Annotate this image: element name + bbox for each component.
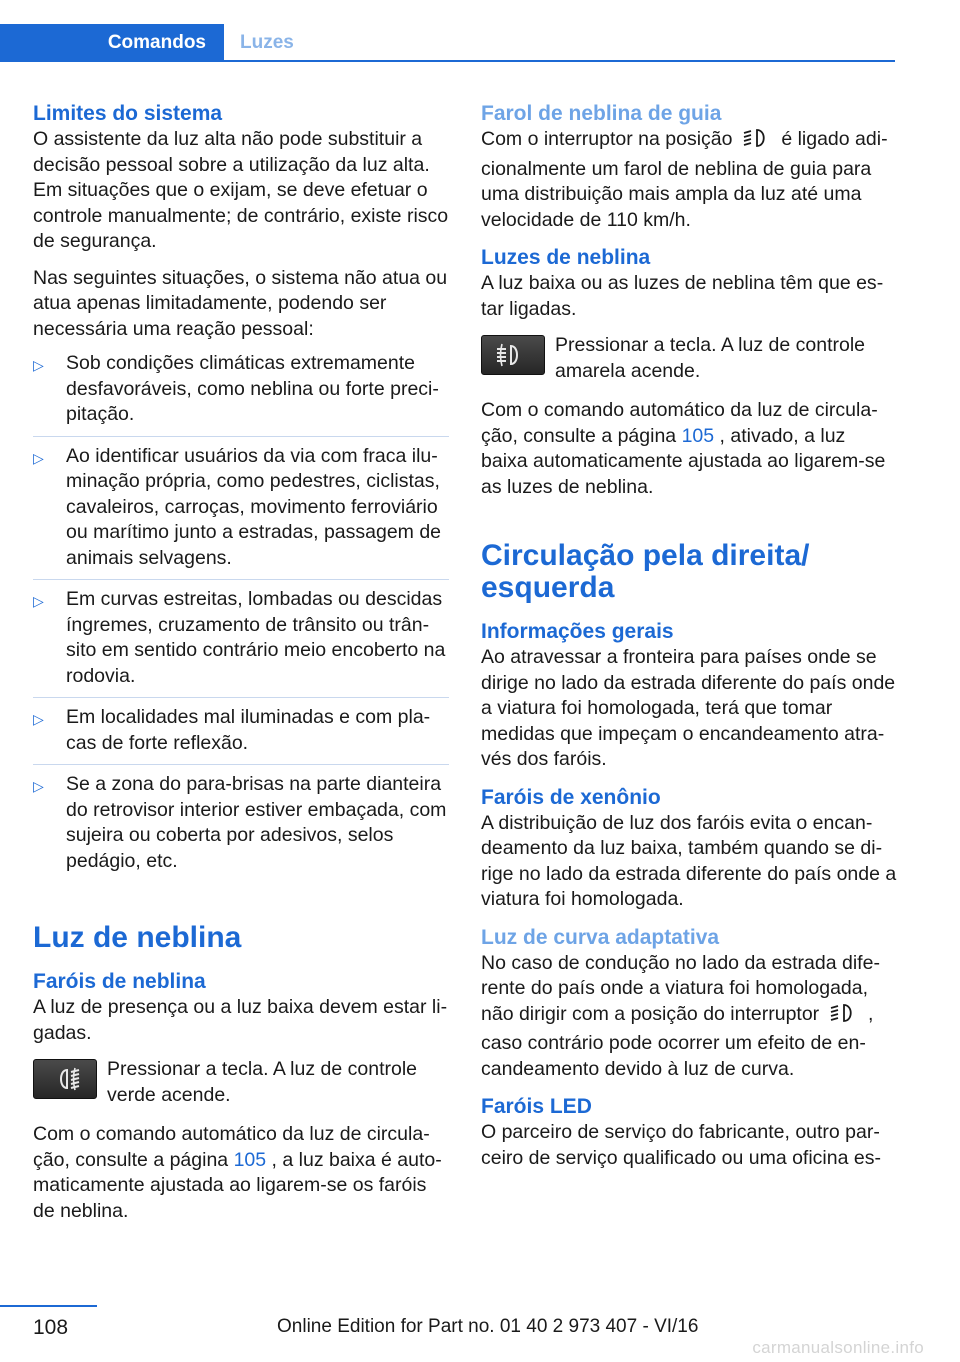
heading-farol-de-neblina-de-guia: Farol de neblina de guia <box>481 102 722 125</box>
left-column <box>33 100 449 1235</box>
footer-rule <box>0 1305 97 1307</box>
page-link-105[interactable]: 105 <box>233 1148 267 1171</box>
header-tab-luzes[interactable] <box>240 24 294 62</box>
bullet-list <box>33 344 449 882</box>
heading-luz-de-curva-adaptativa: Luz de curva adaptativa <box>481 925 720 949</box>
paragraph: A luz de presença ou a luz baixa devem estar ligadas. <box>33 996 448 1044</box>
paragraph: Nas seguintes situações, o sistema não atua ou atua apenas limitadamente, podendo ser necessária uma reação pessoal: <box>33 266 448 340</box>
list-item: ▷ Sob condições climáticas extremamente desfavoráveis, como neblina ou forte precipitação. <box>33 344 449 437</box>
paragraph: O assistente da luz alta não pode substituir a decisão pessoal sobre a utilização da luz alta. Em situações que o exijam, se deve efetuar o controle manualmente; de contrário, existe risco de segurança. <box>33 128 449 252</box>
list-item: ▷ Se a zona do para-brisas na parte dianteira do retrovisor interior estiver embaçada, com sujeira ou coberta por adesivos, selos pedágio, etc. <box>33 773 447 872</box>
page-link-105[interactable]: 105 <box>681 424 715 447</box>
rear-fog-light-key-icon <box>481 335 545 375</box>
paragraph: O parceiro de serviço do fabricante, outro parceiro de serviço qualificado ou uma oficina es- <box>481 1121 881 1169</box>
heading-limites: Limites do sistema <box>33 102 223 125</box>
header-tab-comandos[interactable] <box>0 24 224 62</box>
section-title-circulacao: Circulação pela direita/ esquerda <box>481 539 810 604</box>
bullet-triangle-icon: ▷ <box>33 711 44 727</box>
page-number: 108 <box>33 1316 69 1339</box>
key-instruction-rear-fog <box>481 333 897 384</box>
bullet-triangle-icon: ▷ <box>33 357 44 373</box>
paragraph: A distribuição de luz dos faróis evita o encandeamento da luz baixa, também quando se dirige no lado da estrada diferente do país onde a viatura foi homologada. <box>481 811 897 910</box>
header-rule <box>0 60 895 62</box>
heading-luzes-de-neblina: Luzes de neblina <box>481 246 651 269</box>
front-fog-light-key-icon <box>33 1059 97 1099</box>
tab-comandos-label: Comandos <box>107 32 206 53</box>
edition-note: Online Edition for Part no. 01 40 2 973 407 - VI/16 <box>277 1316 699 1337</box>
paragraph: No caso de condução no lado da estrada diferente do país onde a viatura foi homologada, não dirigir com a posição do interruptor , caso contrário pode ocorrer um efeito de encandeamento devido à luz de curva. <box>481 951 880 1080</box>
key-instruction-text: Pressionar a tecla. A luz de controle amarela acende. <box>555 334 866 382</box>
paragraph: Com o comando automático da luz de circulação, consulte a página 105 , a luz baixa é automaticamente ajustada ao ligarem-se os faróis de neblina. <box>33 1123 442 1222</box>
right-column <box>481 100 897 1182</box>
paragraph: Com o interruptor na posição é ligado adicionalmente um farol de neblina de guia para uma distribuição mais ampla da luz até uma velocidade de 110 km/h. <box>481 128 888 231</box>
headlight-auto-switch-icon <box>742 127 772 157</box>
list-item: ▷ Em curvas estreitas, lombadas ou descidas íngremes, cruzamento de trânsito ou trânsito em sentido contrário meio encoberto na rodovia. <box>33 580 449 698</box>
paragraph: A luz baixa ou as luzes de neblina têm que estar ligadas. <box>481 272 884 320</box>
headlight-auto-switch-icon <box>829 1002 859 1032</box>
heading-farois-led: Faróis LED <box>481 1095 592 1118</box>
section-title-luz-de-neblina: Luz de neblina <box>33 921 242 954</box>
key-instruction-text: Pressionar a tecla. A luz de controle verde acende. <box>107 1058 418 1106</box>
heading-informacoes-gerais: Informações gerais <box>481 620 674 643</box>
key-instruction-front-fog <box>33 1057 449 1108</box>
paragraph: Ao atravessar a fronteira para países onde se dirige no lado da estrada diferente do país onde a viatura foi homologada, terá que tomar medidas que impeçam o encandeamento através dos faróis. <box>481 646 896 770</box>
bullet-triangle-icon: ▷ <box>33 449 44 466</box>
heading-farois-de-neblina: Faróis de neblina <box>33 970 206 993</box>
bullet-triangle-icon: ▷ <box>33 778 44 794</box>
list-item: ▷ Ao identificar usuários da via com fraca iluminação própria, como pedestres, ciclistas, cavaleiros, carroças, movimento ferroviário ou marítimo junto a estradas, passagem de animais selvagens. <box>33 437 449 581</box>
paragraph: Com o comando automático da luz de circulação, consulte a página 105 , ativado, a luz baixa automaticamente ajustada ao ligarem-se as luzes de neblina. <box>481 399 886 498</box>
watermark: carmanualsonline.info <box>752 1338 924 1357</box>
list-item: ▷ Em localidades mal iluminadas e com placas de forte reflexão. <box>33 698 449 765</box>
heading-farois-de-xenonio: Faróis de xenônio <box>481 785 661 809</box>
bullet-triangle-icon: ▷ <box>33 593 44 609</box>
tab-luzes-label: Luzes <box>240 32 294 53</box>
